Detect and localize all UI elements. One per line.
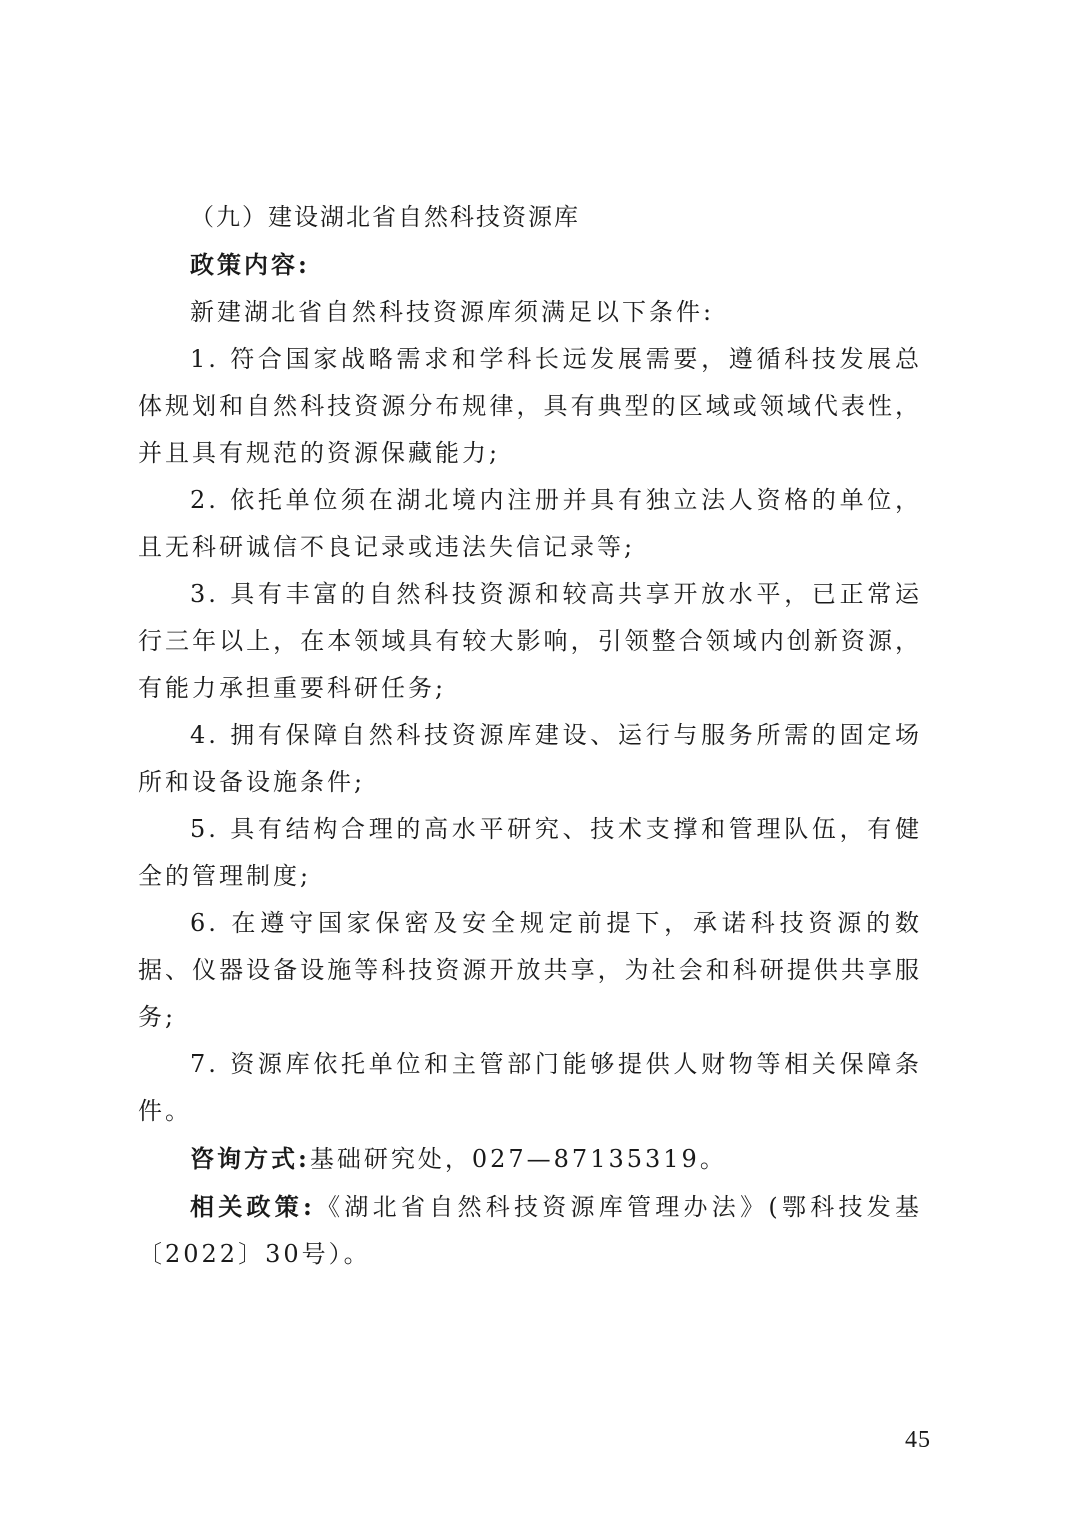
intro-paragraph: 新建湖北省自然科技资源库须满足以下条件: [190, 298, 715, 326]
consult-paragraph [138, 1135, 922, 1183]
consult-value: 基础研究处，027—87135319。 [309, 1145, 727, 1173]
page-number: 45 [905, 1427, 931, 1453]
related-policy-value: 《湖北省自然科技资源库管理办法》(鄂科技发基〔2022〕30号）。 [138, 1193, 922, 1268]
condition-item-4: 4. 拥有保障自然科技资源库建设、运行与服务所需的固定场所和设备设施条件; [138, 721, 922, 796]
condition-item-6: 6. 在遵守国家保密及安全规定前提下，承诺科技资源的数据、仪器设备设施等科技资源开放共享，为社会和科研提供共享服务; [138, 909, 922, 1031]
condition-item-7: 7. 资源库依托单位和主管部门能够提供人财物等相关保障条件。 [138, 1050, 922, 1125]
related-policy-paragraph [138, 1183, 922, 1278]
condition-item-5: 5. 具有结构合理的高水平研究、技术支撑和管理队伍，有健全的管理制度; [138, 815, 922, 890]
policy-content-heading [138, 241, 922, 289]
condition-item-1: 1. 符合国家战略需求和学科长远发展需要，遵循科技发展总体规划和自然科技资源分布规律，具有典型的区域或领域代表性，并且具有规范的资源保藏能力; [138, 345, 922, 467]
consult-label: 咨询方式: [190, 1144, 310, 1173]
section-title: （九）建设湖北省自然科技资源库 [190, 203, 580, 231]
condition-item-3: 3. 具有丰富的自然科技资源和较高共享开放水平，已正常运行三年以上，在本领域具有较大影响，引领整合领域内创新资源，有能力承担重要科研任务; [138, 580, 922, 702]
policy-content-label: 政策内容: [190, 250, 310, 279]
condition-item-2: 2. 依托单位须在湖北境内注册并具有独立法人资格的单位，且无科研诚信不良记录或违法失信记录等; [138, 486, 922, 561]
document-body [138, 194, 922, 1278]
related-policy-label: 相关政策: [190, 1192, 315, 1221]
